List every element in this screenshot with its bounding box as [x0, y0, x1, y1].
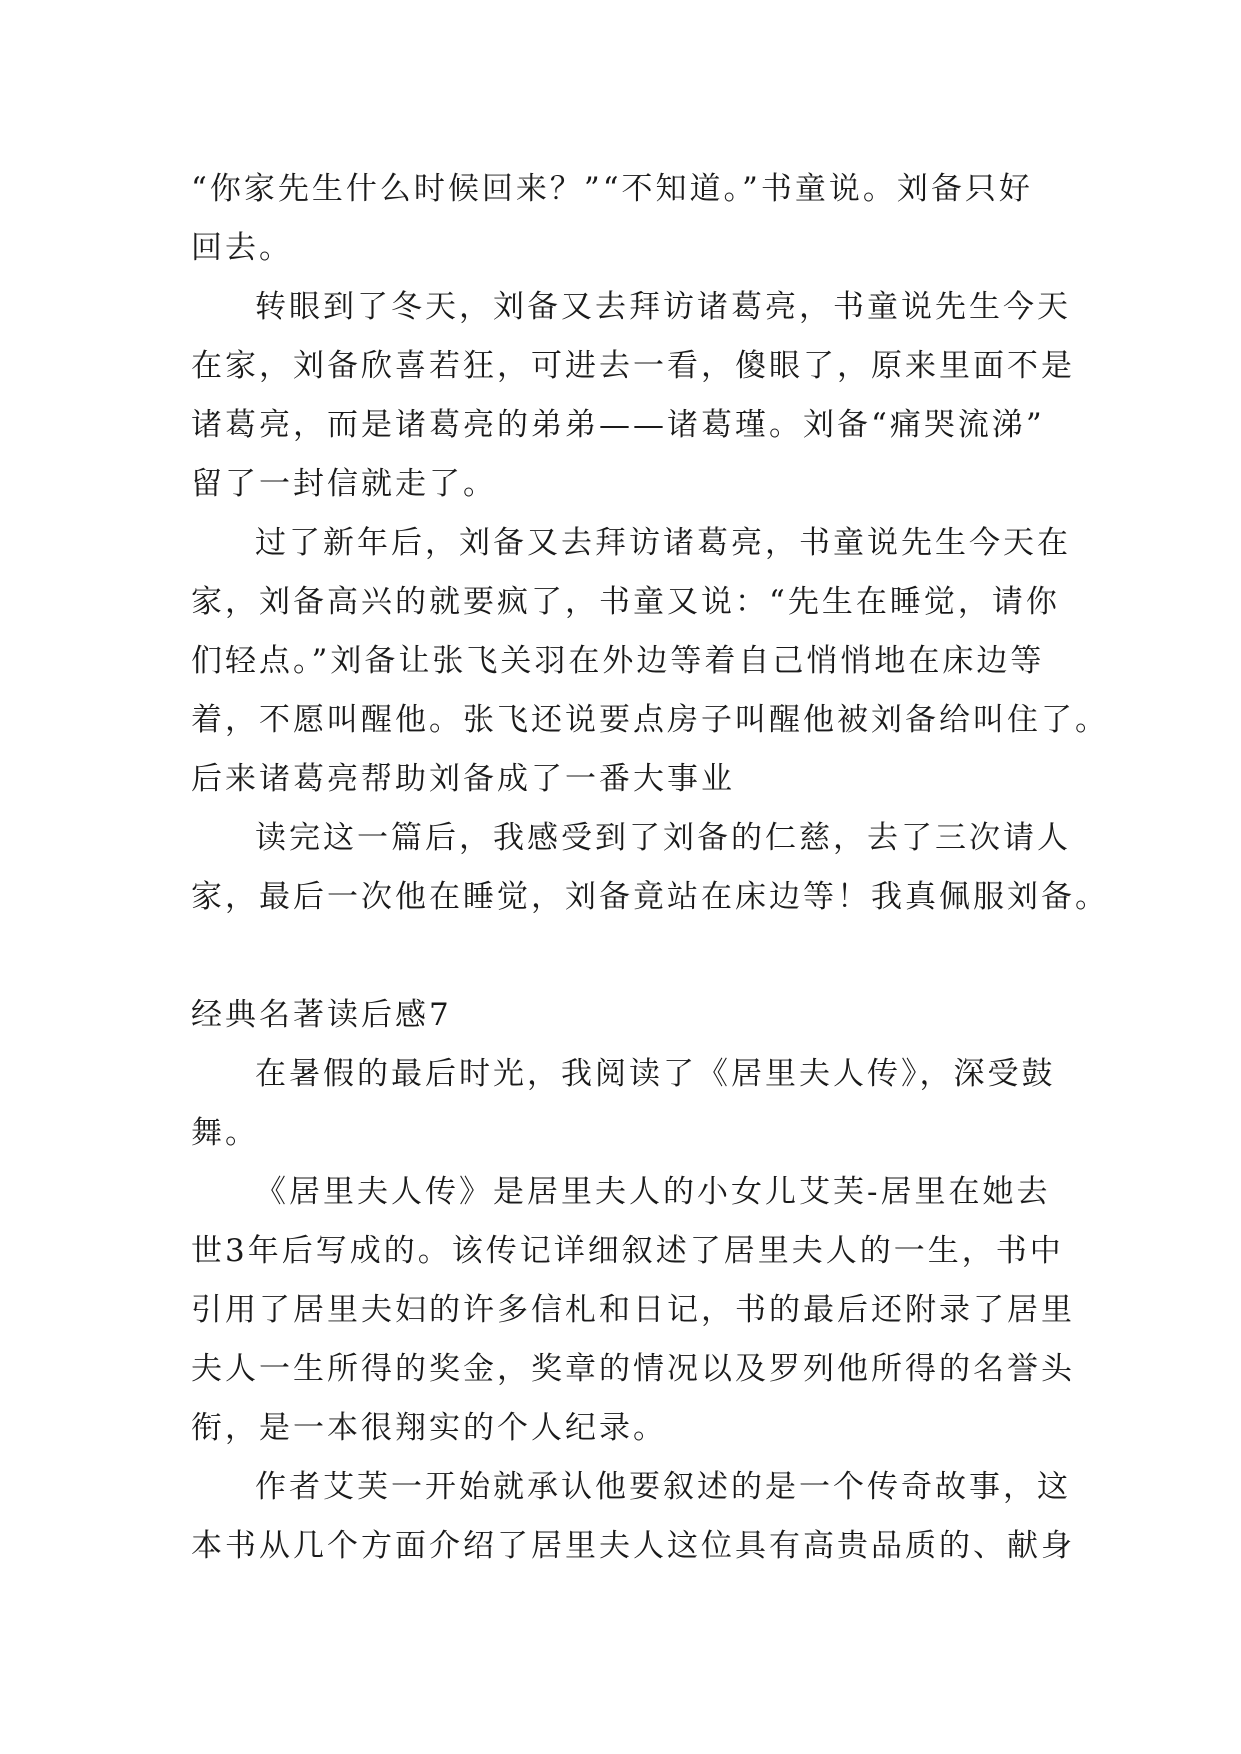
text-line: 作者艾芙一开始就承认他要叙述的是一个传奇故事，这: [255, 1469, 1071, 1505]
text-line: 留了一封信就走了。: [191, 466, 497, 502]
text-line: 《居里夫人传》是居里夫人的小女儿艾芙-居里在她去: [255, 1174, 1051, 1210]
text-line: 在家，刘备欣喜若狂，可进去一看，傻眼了，原来里面不是: [191, 348, 1075, 384]
paragraph-winter-visit: [191, 278, 1075, 514]
text-line: 衔，是一本很翔实的个人纪录。: [191, 1410, 667, 1446]
text-line: 转眼到了冬天，刘备又去拜访诸葛亮，书童说先生今天: [255, 289, 1071, 325]
text-line: 引用了居里夫妇的许多信札和日记，书的最后还附录了居里: [191, 1292, 1075, 1328]
text-line: 在暑假的最后时光，我阅读了《居里夫人传》，深受鼓: [255, 1056, 1056, 1092]
paragraph-summer-reading: [191, 1045, 1056, 1163]
text-line: 家，最后一次他在睡觉，刘备竟站在床边等！我真佩服刘备。: [191, 879, 1109, 915]
paragraph-reflection: [191, 809, 1109, 927]
paragraph-new-year-visit: [191, 514, 1109, 809]
text-line: 诸葛亮，而是诸葛亮的弟弟——诸葛瑾。刘备“痛哭流涕”: [191, 407, 1045, 443]
text-line: 着，不愿叫醒他。张飞还说要点房子叫醒他被刘备给叫住了。: [191, 702, 1109, 738]
paragraph-book-intro: [191, 1163, 1075, 1458]
text-line: 本书从几个方面介绍了居里夫人这位具有高贵品质的、献身: [191, 1528, 1075, 1564]
paragraph-dialogue: [191, 160, 1053, 278]
section-heading: 经典名著读后感7: [191, 997, 452, 1033]
text-line: 过了新年后，刘备又去拜访诸葛亮，书童说先生今天在: [255, 525, 1071, 561]
text-line: 家，刘备高兴的就要疯了，书童又说：“先生在睡觉，请你: [191, 584, 1060, 620]
text-line: “你家先生什么时候回来？”“不知道。”书童说。刘备只好: [191, 171, 1033, 207]
text-line: 世3年后写成的。该传记详细叙述了居里夫人的一生，书中: [191, 1233, 1064, 1269]
document-body: [191, 160, 1109, 1576]
text-line: 后来诸葛亮帮助刘备成了一番大事业: [191, 761, 735, 797]
text-line: 舞。: [191, 1115, 259, 1151]
text-line: 回去。: [191, 230, 293, 266]
text-line: 读完这一篇后，我感受到了刘备的仁慈，去了三次请人: [255, 820, 1071, 856]
paragraph-author: [191, 1458, 1075, 1576]
text-line: 们轻点。”刘备让张飞关羽在外边等着自己悄悄地在床边等: [191, 643, 1045, 679]
text-line: 夫人一生所得的奖金，奖章的情况以及罗列他所得的名誉头: [191, 1351, 1075, 1387]
